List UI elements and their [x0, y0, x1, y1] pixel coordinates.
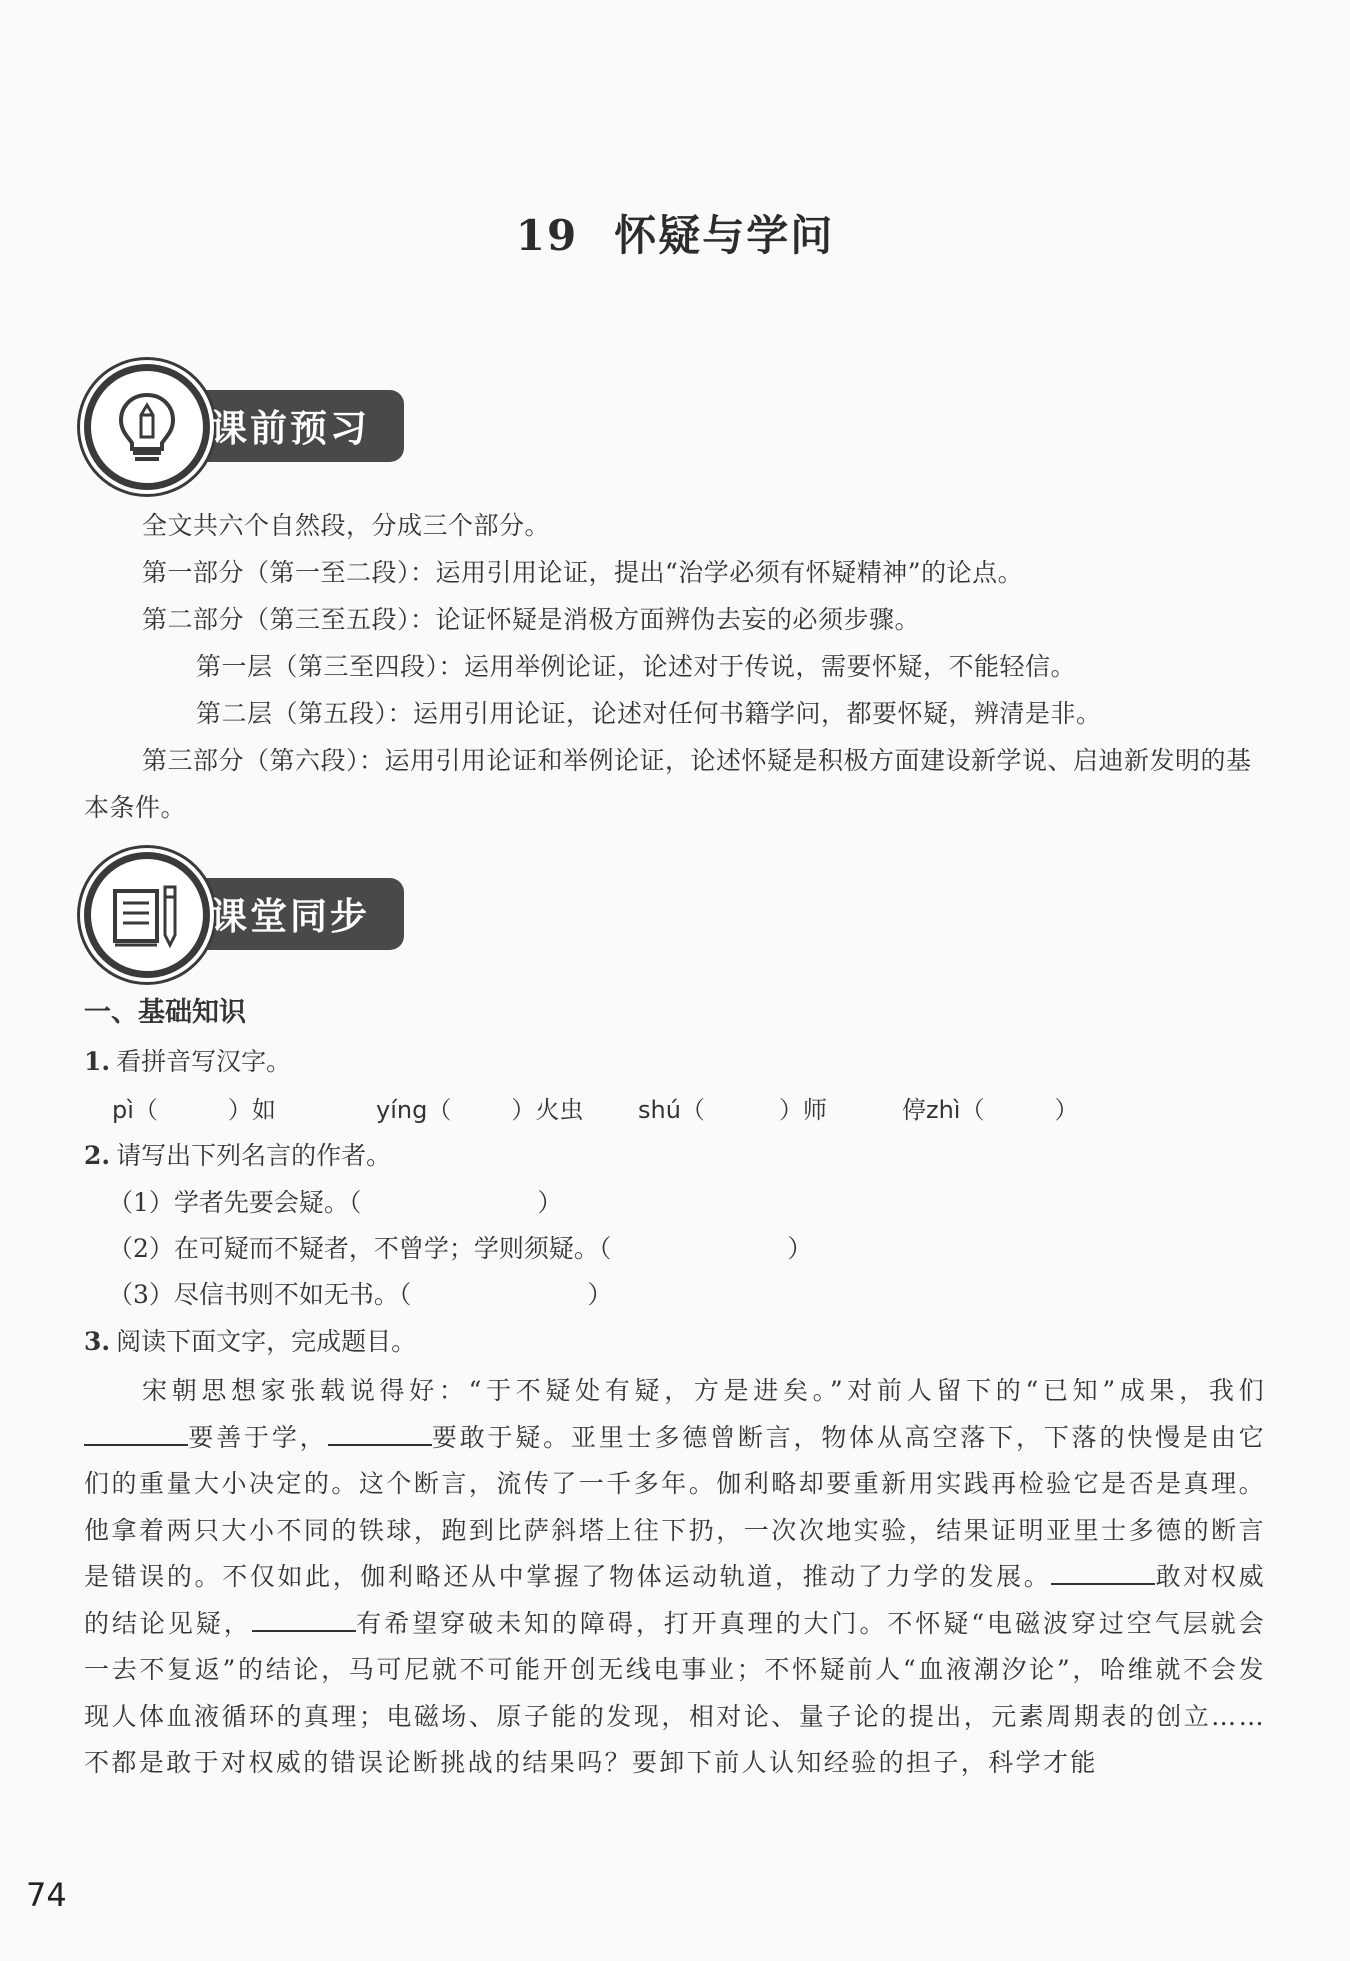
- section-badge-preview: [84, 364, 414, 490]
- page-number: 74: [26, 1876, 67, 1914]
- section-label-preview: 课前预习: [210, 407, 370, 450]
- section-badge-classroom: [84, 852, 414, 978]
- question-3: [84, 1322, 416, 1358]
- fill-blank[interactable]: [328, 1422, 432, 1446]
- lesson-number: 19: [515, 211, 579, 260]
- summary-line: 第三部分（第六段）：运用引用论证和举例论证，论述怀疑是积极方面建设新学说、启迪新发明的基本条件。: [84, 746, 1252, 822]
- quote-item: （3）尽信书则不如无书。（ ）: [108, 1280, 613, 1309]
- pinyin-item: pì（ ）如: [112, 1096, 276, 1124]
- summary-line: 全文共六个自然段，分成三个部分。: [142, 511, 551, 540]
- pinyin-item: yíng（ ）火虫: [376, 1096, 584, 1124]
- pinyin-item: shú（ ）师: [638, 1096, 827, 1124]
- question-text: 请写出下列名言的作者。: [116, 1141, 392, 1170]
- lightbulb-pencil-icon: [107, 387, 187, 467]
- question-number: 2.: [84, 1141, 111, 1170]
- quote-item: （2）在可疑而不疑者，不曾学；学则须疑。（ ）: [108, 1234, 813, 1263]
- summary-line: 第二层（第五段）：运用引用论证，论述对任何书籍学问，都要怀疑，辨清是非。: [196, 699, 1102, 728]
- quote-item: （1）学者先要会疑。（ ）: [108, 1188, 563, 1217]
- fill-blank[interactable]: [1051, 1561, 1155, 1585]
- basics-heading: 一、基础知识: [84, 997, 246, 1028]
- fill-blank[interactable]: [84, 1422, 188, 1446]
- question-number: 1.: [84, 1047, 111, 1076]
- summary-line: 第一层（第三至四段）：运用举例论证，论述对于传说，需要怀疑，不能轻信。: [196, 652, 1077, 681]
- preview-summary: [84, 502, 1274, 831]
- book-pencil-icon: [107, 875, 187, 955]
- page-title: [0, 203, 1350, 263]
- lesson-title: 怀疑与学问: [614, 211, 835, 260]
- question-text: 阅读下面文字，完成题目。: [116, 1327, 417, 1356]
- pinyin-item: 停zhì（ ）: [902, 1096, 1079, 1124]
- reading-passage: 宋朝思想家张载说得好：“于不疑处有疑，方是进矣。”对前人留下的“已知”成果，我们要善于学， 要敢于疑。亚里士多德曾断言，物体从高空落下，下落的快慢是由它们的重量大小决定的。这个断言，流传了一千多年。伽利略却要重新用实践再检验它是否是真理。他拿着两只大小不同的铁球，跑到比萨斜塔上往下扔，一次次地实验，结果证明亚里士多德的断言是错误的。不仅如此，伽利略还从中掌握了物体运动轨道，推动了力学的发展。 敢对权威的结论见疑， 有希望穿破未知的障碍，打开真理的大门。不怀疑“电磁波穿过空气层就会一去不复返”的结论，马可尼就不可能开创无线电事业；不怀疑前人“血液潮汐论”，哈维就不会发现人体血液循环的真理；电磁场、原子能的发现，相对论、量子论的提出，元素周期表的创立……不都是敢于对权威的错误论断挑战的结果吗？要卸下前人认知经验的担子，科学才能: [84, 1376, 1267, 1777]
- section-label-classroom: 课堂同步: [210, 895, 370, 938]
- fill-blank[interactable]: [252, 1608, 356, 1632]
- summary-line: 第二部分（第三至五段）：论证怀疑是消极方面辨伪去妄的必须步骤。: [142, 605, 921, 634]
- question-text: 看拼音写汉字。: [116, 1047, 292, 1076]
- question-1: [84, 1042, 291, 1078]
- question-number: 3.: [84, 1327, 111, 1356]
- question-2: [84, 1136, 391, 1172]
- summary-line: 第一部分（第一至二段）：运用引用论证，提出“治学必须有怀疑精神”的论点。: [142, 558, 1024, 587]
